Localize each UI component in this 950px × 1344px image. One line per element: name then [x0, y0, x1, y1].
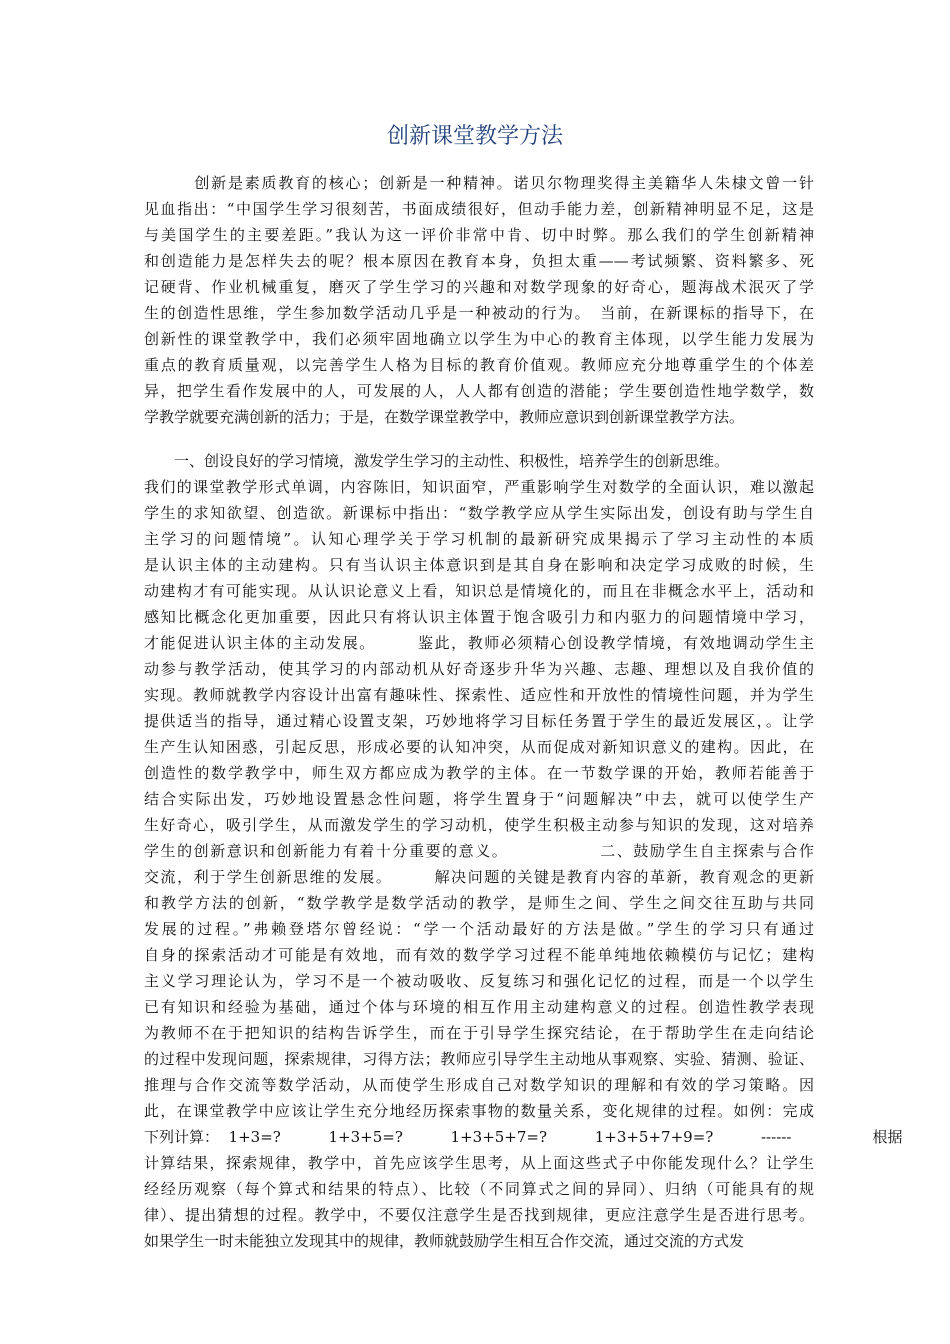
text-line: 主学习的问题情境”。认知心理学关于学习机制的最新研究成果揭示了学习主动性的本质	[144, 530, 814, 548]
text-line: 已有知识和经验为基础，通过个体与环境的相互作用主动建构意义的过程。创造性教学表现	[144, 998, 814, 1016]
text-line: 发展的过程。”弗赖登塔尔曾经说：“学一个活动最好的方法是做。”学生的学习只有通过	[144, 920, 814, 938]
text-line: 学教学就要充满创新的活力；于是，在数学课堂教学中，教师应意识到创新课堂教学方法。	[144, 408, 745, 426]
text-line: 结合实际出发，巧妙地设置悬念性问题，将学生置身于“问题解决”中去，就可以使学生产	[144, 790, 814, 808]
text-line: 实现。教师就教学内容设计出富有趣味性、探索性、适应性和开放性的情境性问题，并为学生	[144, 686, 814, 704]
text-line: 学生的求知欲望、创造欲。新课标中指出：“数学教学应从学生实际出发，创设有助与学生自	[144, 504, 814, 522]
text-line: 记硬背、作业机械重复，磨灭了学生学习的兴趣和对数学现象的好奇心，题海战术泯灭了学	[144, 278, 814, 296]
text-line: 和教学方法的创新，“数学教学是数学活动的教学，是师生之间、学生之间交往互助与共同	[144, 894, 814, 912]
text-line: 生产生认知困惑，引起反思，形成必要的认知冲突，从而促成对新知识意义的建构。因此，在	[144, 738, 814, 756]
text-line: 主义学习理论认为，学习不是一个被动吸收、反复练习和强化记忆的过程，而是一个以学生	[144, 972, 814, 990]
text-line: 的过程中发现问题，探索规律，习得方法；教师应引导学生主动地从事观察、实验、猜测、验证、	[144, 1050, 814, 1068]
text-line: 律）、提出猜想的过程。教学中，不要仅注意学生是否找到规律，更应注意学生是否进行思考。	[144, 1206, 814, 1224]
text-line: 经经历观察（每个算式和结果的特点）、比较（不同算式之间的异同）、归纳（可能具有的规	[144, 1180, 814, 1198]
text-line: 感知比概念化更加重要，因此只有将认识主体置于饱含吸引力和内驱力的问题情境中学习，	[144, 608, 814, 626]
text-line: 学生的创新意识和创新能力有着十分重要的意义。 二、鼓励学生自主探索与合作	[144, 842, 814, 860]
text-line: 是认识主体的主动建构。只有当认识主体意识到是其自身在影响和决定学习成败的时候，生	[144, 556, 814, 574]
text-line: 计算结果，探索规律，教学中，首先应该学生思考，从上面这些式子中你能发现什么？让学生	[144, 1154, 814, 1172]
text-line: 创造性的数学教学中，师生双方都应成为教学的主体。在一节数学课的开始，教师若能善于	[144, 764, 814, 782]
text-line: 此，在课堂教学中应该让学生充分地经历探索事物的数量关系，变化规律的过程。如例：完成	[144, 1102, 814, 1120]
text-line: 交流，利于学生创新思维的发展。 解决问题的关键是教育内容的革新，教育观念的更新	[144, 868, 814, 886]
section-heading: 一、创设良好的学习情境，激发学生学习的主动性、积极性，培养学生的创新思维。	[144, 452, 730, 470]
text-line: 和创造能力是怎样失去的呢？根本原因在教育本身，负担太重——考试频繁、资料繁多、死	[144, 252, 814, 270]
text-line: 才能促进认识主体的主动发展。 鉴此，教师必须精心创设教学情境，有效地调动学生主	[144, 634, 814, 652]
blank-line	[144, 430, 814, 448]
text-line: 创新是素质教育的核心；创新是一种精神。诺贝尔物理奖得主美籍华人朱棣文曾一针	[144, 174, 814, 192]
text-line: 如果学生一时未能独立发现其中的规律，教师就鼓励学生相互合作交流，通过交流的方式发	[144, 1232, 745, 1250]
text-line: 自身的探索活动才可能是有效地，而有效的数学学习过程不能单纯地依赖模仿与记忆；建构	[144, 946, 814, 964]
text-line: 与美国学生的主要差距。”我认为这一评价非常中肯、切中时弊。那么我们的学生创新精神	[144, 226, 814, 244]
text-line: 见血指出：“中国学生学习很刻苦，书面成绩很好，但动手能力差，创新精神明显不足，这是	[144, 200, 814, 218]
calculation-line: 下列计算： 1+3=? 1+3+5=? 1+3+5+7=? 1+3+5+7+9=? ------ 根据	[144, 1128, 903, 1146]
text-line: 提供适当的指导，通过精心设置支架，巧妙地将学习目标任务置于学生的最近发展区，。让学	[144, 712, 814, 730]
text-line: 动建构才有可能实现。从认识论意义上看，知识总是情境化的，而且在非概念水平上，活动和	[144, 582, 814, 600]
document-body	[144, 170, 903, 1254]
text-line: 创新性的课堂教学中，我们必须牢固地确立以学生为中心的教育主体现，以学生能力发展为	[144, 330, 814, 348]
text-line: 为教师不在于把知识的结构告诉学生，而在于引导学生探究结论，在于帮助学生在走向结论	[144, 1024, 814, 1042]
text-line: 生好奇心，吸引学生，从而激发学生的学习动机，使学生积极主动参与知识的发现，这对培养	[144, 816, 814, 834]
document-title: 创新课堂教学方法	[386, 124, 563, 149]
text-line: 重点的教育质量观，以完善学生人格为目标的教育价值观。教师应充分地尊重学生的个体差	[144, 356, 814, 374]
text-line: 生的创造性思维，学生参加数学活动几乎是一种被动的行为。 当前，在新课标的指导下，在	[144, 304, 814, 322]
text-line: 我们的课堂教学形式单调，内容陈旧，知识面窄，严重影响学生对数学的全面认识，难以激起	[144, 478, 814, 496]
text-line: 动参与教学活动，使其学习的内部动机从好奇逐步升华为兴趣、志趣、理想以及自我价值的	[144, 660, 814, 678]
text-line: 推理与合作交流等数学活动，从而使学生形成自己对数学知识的理解和有效的学习策略。因	[144, 1076, 814, 1094]
text-line: 异，把学生看作发展中的人，可发展的人，人人都有创造的潜能；学生要创造性地学数学，数	[144, 382, 814, 400]
